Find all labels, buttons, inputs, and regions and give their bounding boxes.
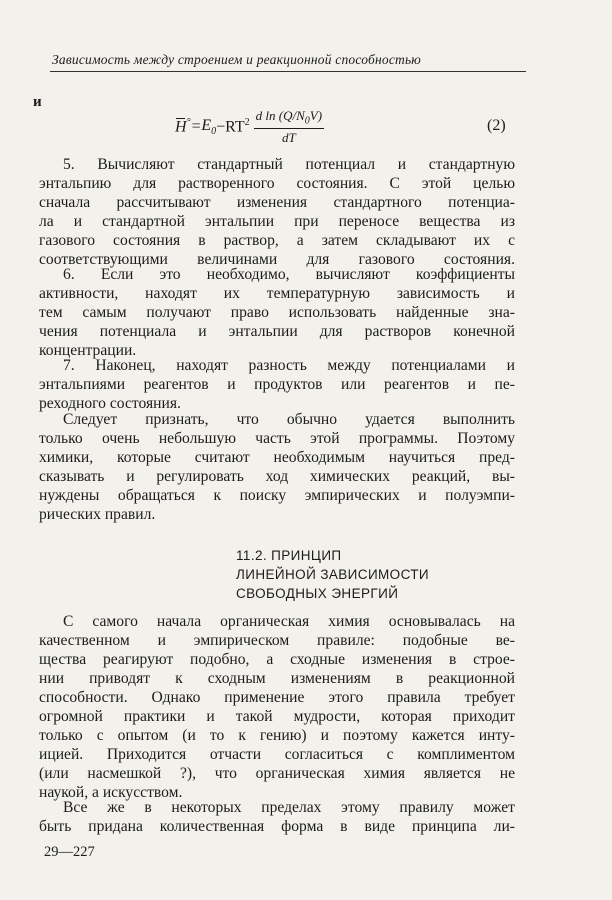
text-line: сначала рассчитывают изменения стандартного потенциа- — [39, 194, 515, 211]
running-head: Зависимость между строением и реакционной способностью — [52, 52, 422, 67]
formula-e-term: $E_0$ — [201, 116, 217, 137]
text-line: энтальпию для растворенного состояния. С этой целью — [39, 175, 515, 192]
text-line: огромной практики и такой мудрости, которая приходит — [39, 708, 515, 725]
text-line: соответствующими величинами для газового состояния. — [39, 251, 515, 268]
fraction-denominator: dT — [281, 129, 296, 145]
fraction-numerator: d $\ln (Q/N_0V)$ — [255, 108, 323, 127]
text-line: 5. Вычисляют стандартный потенциал и стандартную — [63, 156, 515, 173]
text-line: наукой, а искусством. — [39, 784, 183, 801]
text-line: Следует признать, что обычно удается выполнить — [63, 411, 515, 428]
section-heading-line: СВОБОДНЫХ ЭНЕРГИЙ — [236, 586, 399, 601]
formula-2 — [175, 108, 324, 146]
text-line: сказывать и регулировать ход химических реакций, вы- — [39, 468, 515, 485]
text-line: С самого начала органическая химия основывалась на — [63, 613, 515, 630]
text-line: химики, которые считают необходимым научиться пред- — [39, 449, 515, 466]
text-line: концентрации. — [39, 342, 137, 359]
paragraph-7 — [39, 356, 515, 413]
text-line: ицией. Приходится отчасти согласиться с комплиментом — [39, 746, 515, 763]
paragraph-10 — [39, 798, 515, 836]
text-line: энтальпиями реагентов и продуктов или реагентов и пе- — [39, 376, 515, 393]
text-line: чения потенциала и энтальпии для растворов конечной — [39, 323, 515, 340]
equation-number: (2) — [487, 117, 506, 134]
section-heading — [236, 546, 429, 603]
formula-lhs: H° — [175, 117, 191, 136]
text-line: активности, находят их температурную зависимость и — [39, 285, 515, 302]
running-head-rule — [50, 71, 526, 72]
text-line: нии приводят к сходным изменениям в реакционной — [39, 670, 515, 687]
text-line: 6. Если это необходимо, вычисляют коэффициенты — [63, 266, 515, 283]
paragraph-9 — [39, 612, 515, 802]
text-line: тем самым получают право использовать найденные зна- — [39, 304, 515, 321]
text-line: ла и стандартной энтальпии при переносе вещества из — [39, 213, 515, 230]
text-line: качественном и эмпирическом правиле: подобные ве- — [39, 632, 515, 649]
section-heading-line: 11.2. ПРИНЦИП — [236, 548, 342, 563]
page-folio: 29—227 — [44, 844, 95, 860]
text-line: газового состояния в раствор, а затем складывают их с — [39, 232, 515, 249]
text-line: Все же в некоторых пределах этому правилу может — [63, 799, 515, 816]
formula-minus-term: $-RT^2$ — [216, 117, 250, 136]
text-line: щества реагируют подобно, а сходные изменения в строе- — [39, 651, 515, 668]
formula-fraction — [254, 108, 324, 146]
paragraph-6 — [39, 265, 515, 360]
lead-word: и — [33, 94, 42, 110]
paragraph-5 — [39, 155, 515, 269]
text-line: способности. Однако применение этого правила требует — [39, 689, 515, 706]
text-line: только с опытом (и то к гению) и поэтому кажется инту- — [39, 727, 515, 744]
paragraph-8 — [39, 410, 515, 524]
text-line: (или насмешкой ?), что органическая химия является не — [39, 765, 515, 782]
text-line: только очень небольшую часть этой программы. Поэтому — [39, 430, 515, 447]
text-line: быть придана количественная форма в виде принципа ли- — [39, 818, 515, 835]
section-heading-line: ЛИНЕЙНОЙ ЗАВИСИМОСТИ — [236, 567, 430, 582]
text-line: реходного состояния. — [39, 395, 181, 412]
text-line: рических правил. — [39, 506, 156, 523]
text-line: нуждены обращаться к поиску эмпирических и полуэмпи- — [39, 487, 515, 504]
text-line: 7. Наконец, находят разность между потенциалами и — [63, 357, 515, 374]
formula-equals: = — [190, 117, 202, 135]
